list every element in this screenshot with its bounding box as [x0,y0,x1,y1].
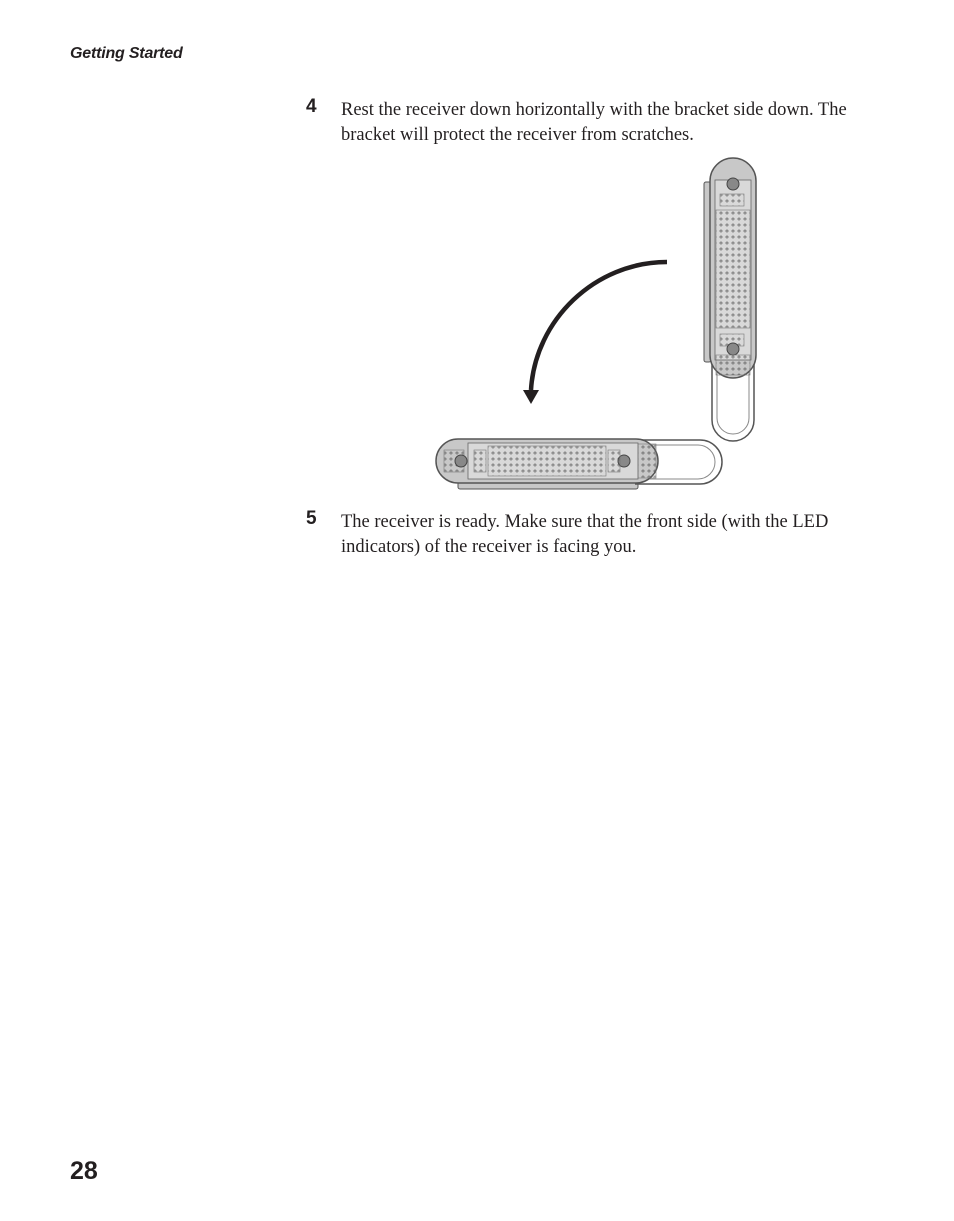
step-number: 5 [306,508,317,529]
step-text: The receiver is ready. Make sure that the front side (with the LED indicators) of the receiver is facing you. [341,512,829,557]
receiver-upright [704,158,756,441]
page-number: 28 [70,1157,98,1185]
receiver-horizontal [436,439,722,489]
step-number: 4 [306,96,317,117]
rotation-arrow [523,262,667,404]
step-text: Rest the receiver down horizontally with the bracket side down. The bracket will protect the receiver from scratches. [341,100,847,145]
receiver-rotation-illustration [430,150,770,500]
section-title: Getting Started [70,45,183,62]
